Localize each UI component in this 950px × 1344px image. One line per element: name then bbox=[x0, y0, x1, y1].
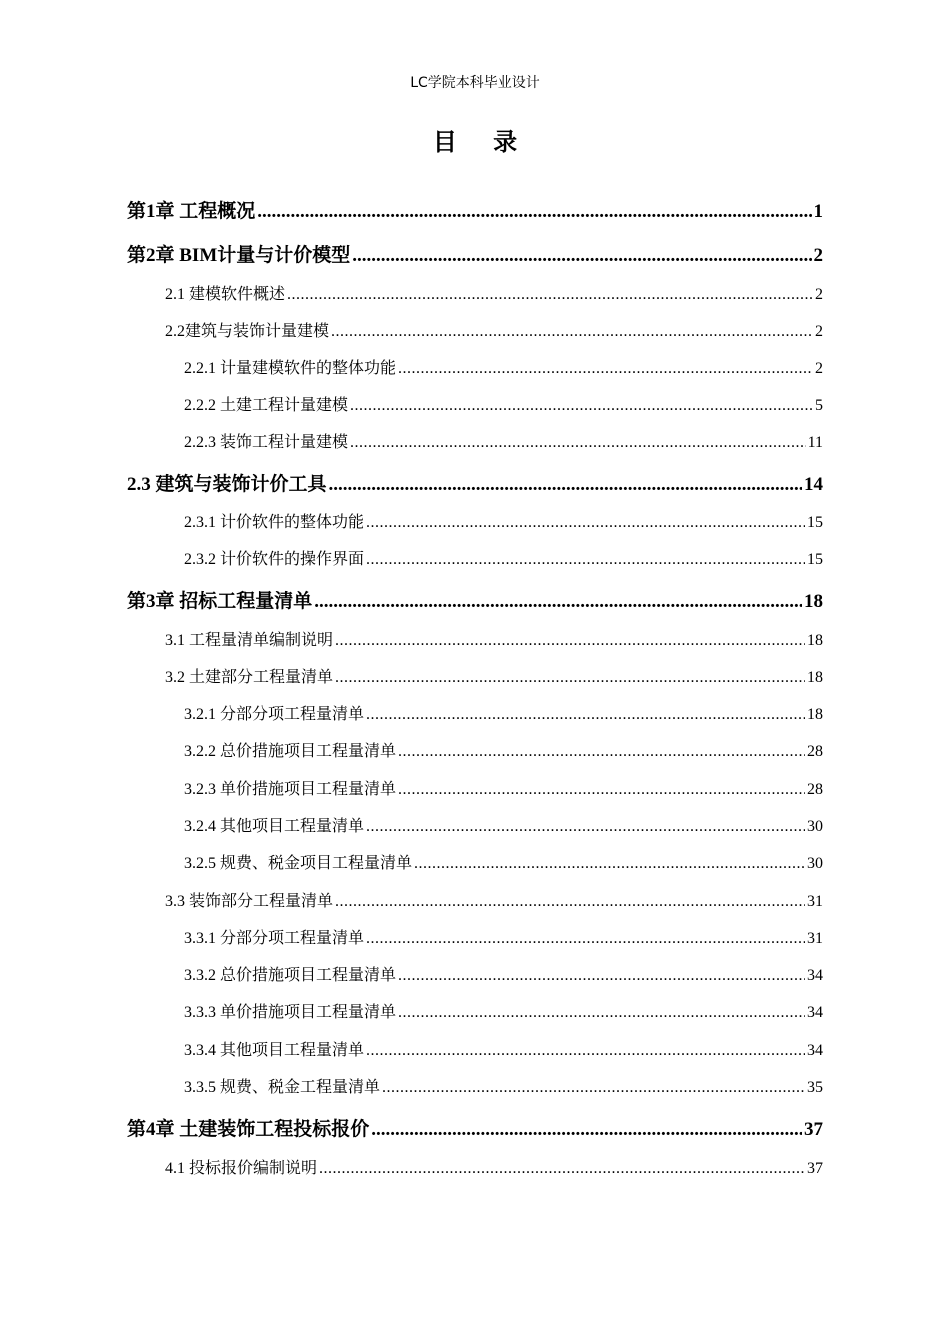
toc-leader-dots bbox=[329, 474, 802, 496]
toc-entry-label: 2.2.2 土建工程计量建模 bbox=[184, 397, 349, 414]
toc-entry[interactable] bbox=[184, 392, 823, 415]
toc-entry[interactable] bbox=[184, 355, 823, 378]
toc-entry-label: 3.2 土建部分工程量清单 bbox=[165, 669, 334, 686]
toc-leader-dots bbox=[287, 286, 813, 304]
toc-entry-page: 37 bbox=[807, 1160, 823, 1177]
toc-entry-label: 3.3.5 规费、税金工程量清单 bbox=[184, 1079, 381, 1096]
toc-entry[interactable] bbox=[184, 1074, 823, 1097]
toc-entry-page: 2 bbox=[815, 360, 823, 377]
toc-entry[interactable] bbox=[127, 240, 823, 267]
toc-entry-label: 3.3.1 分部分项工程量清单 bbox=[184, 930, 365, 947]
toc-leader-dots bbox=[398, 781, 805, 799]
toc-entry-label: 3.3.4 其他项目工程量清单 bbox=[184, 1042, 365, 1059]
toc-entry-label: 3.3 装饰部分工程量清单 bbox=[165, 893, 334, 910]
toc-leader-dots bbox=[335, 893, 805, 911]
toc-entry[interactable] bbox=[165, 318, 823, 341]
toc-entry[interactable] bbox=[127, 196, 823, 223]
toc-entry-label: 3.2.5 规费、税金项目工程量清单 bbox=[184, 855, 413, 872]
toc-entry-label: 2.3 建筑与装饰计价工具 bbox=[127, 474, 327, 495]
toc-entry-label: 3.3.3 单价措施项目工程量清单 bbox=[184, 1004, 397, 1021]
toc-entry-page: 30 bbox=[807, 818, 823, 835]
toc-entry-label: 2.3.1 计价软件的整体功能 bbox=[184, 514, 365, 531]
toc-entry-page: 31 bbox=[807, 893, 823, 910]
toc-entry-page: 31 bbox=[807, 930, 823, 947]
toc-leader-dots bbox=[257, 201, 811, 223]
toc-leader-dots bbox=[352, 245, 811, 267]
toc-entry-page: 11 bbox=[807, 434, 823, 451]
toc-entry[interactable] bbox=[184, 962, 823, 985]
toc-entry-label: 第1章 工程概况 bbox=[127, 201, 256, 222]
toc-entry-page: 2 bbox=[815, 323, 823, 340]
toc-entry-page: 34 bbox=[807, 1042, 823, 1059]
toc-entry-label: 3.3.2 总价措施项目工程量清单 bbox=[184, 967, 397, 984]
toc-entry[interactable] bbox=[127, 469, 823, 496]
toc-leader-dots bbox=[335, 669, 805, 687]
toc-entry-page: 18 bbox=[804, 591, 823, 612]
toc-entry-label: 3.2.4 其他项目工程量清单 bbox=[184, 818, 365, 835]
toc-entry-label: 3.2.1 分部分项工程量清单 bbox=[184, 706, 365, 723]
toc-entry[interactable] bbox=[184, 509, 823, 532]
toc-entry-page: 18 bbox=[807, 632, 823, 649]
toc-entry-page: 30 bbox=[807, 855, 823, 872]
toc-leader-dots bbox=[350, 397, 813, 415]
toc-leader-dots bbox=[398, 360, 813, 378]
toc-entry-label: 2.2.3 装饰工程计量建模 bbox=[184, 434, 349, 451]
toc-leader-dots bbox=[398, 1004, 805, 1022]
toc-leader-dots bbox=[366, 514, 805, 532]
toc-leader-dots bbox=[366, 706, 805, 724]
toc-leader-dots bbox=[366, 818, 805, 836]
toc-entry-page: 2 bbox=[815, 286, 823, 303]
toc-leader-dots bbox=[331, 323, 813, 341]
toc-entry-page: 2 bbox=[813, 245, 823, 266]
page-title: 目 录 bbox=[432, 128, 532, 156]
toc-entry[interactable] bbox=[184, 776, 823, 799]
toc-entry-label: 3.2.3 单价措施项目工程量清单 bbox=[184, 781, 397, 798]
toc-entry-page: 34 bbox=[807, 967, 823, 984]
toc-entry-page: 15 bbox=[807, 514, 823, 531]
toc-entry-label: 第3章 招标工程量清单 bbox=[127, 591, 313, 612]
toc-entry-label: 第2章 BIM计量与计价模型 bbox=[127, 245, 351, 266]
toc-entry-page: 15 bbox=[807, 551, 823, 568]
toc-entry[interactable] bbox=[184, 850, 823, 873]
toc-entry[interactable] bbox=[165, 888, 823, 911]
toc-entry-label: 2.2建筑与装饰计量建模 bbox=[165, 323, 330, 340]
toc-entry[interactable] bbox=[184, 701, 823, 724]
running-header: LC学院本科毕业设计 bbox=[410, 75, 540, 91]
toc-entry[interactable] bbox=[184, 999, 823, 1022]
toc-entry-label: 3.2.2 总价措施项目工程量清单 bbox=[184, 743, 397, 760]
toc-entry[interactable] bbox=[127, 586, 823, 613]
toc-leader-dots bbox=[398, 743, 805, 761]
toc-entry-page: 28 bbox=[807, 743, 823, 760]
toc-entry-label: 2.3.2 计价软件的操作界面 bbox=[184, 551, 365, 568]
toc-entry-page: 34 bbox=[807, 1004, 823, 1021]
toc-leader-dots bbox=[314, 591, 802, 613]
toc-entry[interactable] bbox=[165, 627, 823, 650]
toc-leader-dots bbox=[371, 1119, 802, 1141]
toc-leader-dots bbox=[366, 551, 805, 569]
toc-entry[interactable] bbox=[184, 813, 823, 836]
toc-entry-label: 3.1 工程量清单编制说明 bbox=[165, 632, 334, 649]
toc-leader-dots bbox=[382, 1079, 805, 1097]
toc-entry-label: 4.1 投标报价编制说明 bbox=[165, 1160, 318, 1177]
toc-entry-label: 第4章 土建装饰工程投标报价 bbox=[127, 1119, 370, 1140]
toc-entry-page: 28 bbox=[807, 781, 823, 798]
toc-leader-dots bbox=[398, 967, 805, 985]
toc-leader-dots bbox=[319, 1160, 805, 1178]
toc-leader-dots bbox=[366, 1042, 805, 1060]
toc-entry-page: 1 bbox=[813, 201, 823, 222]
toc-entry[interactable] bbox=[184, 429, 823, 452]
toc-entry-page: 5 bbox=[815, 397, 823, 414]
toc-entry-page: 14 bbox=[804, 474, 823, 495]
toc-entry-page: 18 bbox=[807, 706, 823, 723]
toc-leader-dots bbox=[366, 930, 805, 948]
toc-entry-page: 35 bbox=[807, 1079, 823, 1096]
toc-entry[interactable] bbox=[184, 1037, 823, 1060]
toc-leader-dots bbox=[414, 855, 805, 873]
toc-entry[interactable] bbox=[127, 1114, 823, 1141]
toc-leader-dots bbox=[350, 434, 806, 452]
toc-entry-page: 37 bbox=[804, 1119, 823, 1140]
toc-entry[interactable] bbox=[184, 546, 823, 569]
toc-entry[interactable] bbox=[165, 1155, 823, 1178]
toc-entry-label: 2.1 建模软件概述 bbox=[165, 286, 286, 303]
toc-entry[interactable] bbox=[165, 281, 823, 304]
toc-entry-label: 2.2.1 计量建模软件的整体功能 bbox=[184, 360, 397, 377]
toc-entry[interactable] bbox=[165, 664, 823, 687]
toc-entry-page: 18 bbox=[807, 669, 823, 686]
toc-entry[interactable] bbox=[184, 925, 823, 948]
toc-leader-dots bbox=[335, 632, 805, 650]
toc-entry[interactable] bbox=[184, 738, 823, 761]
